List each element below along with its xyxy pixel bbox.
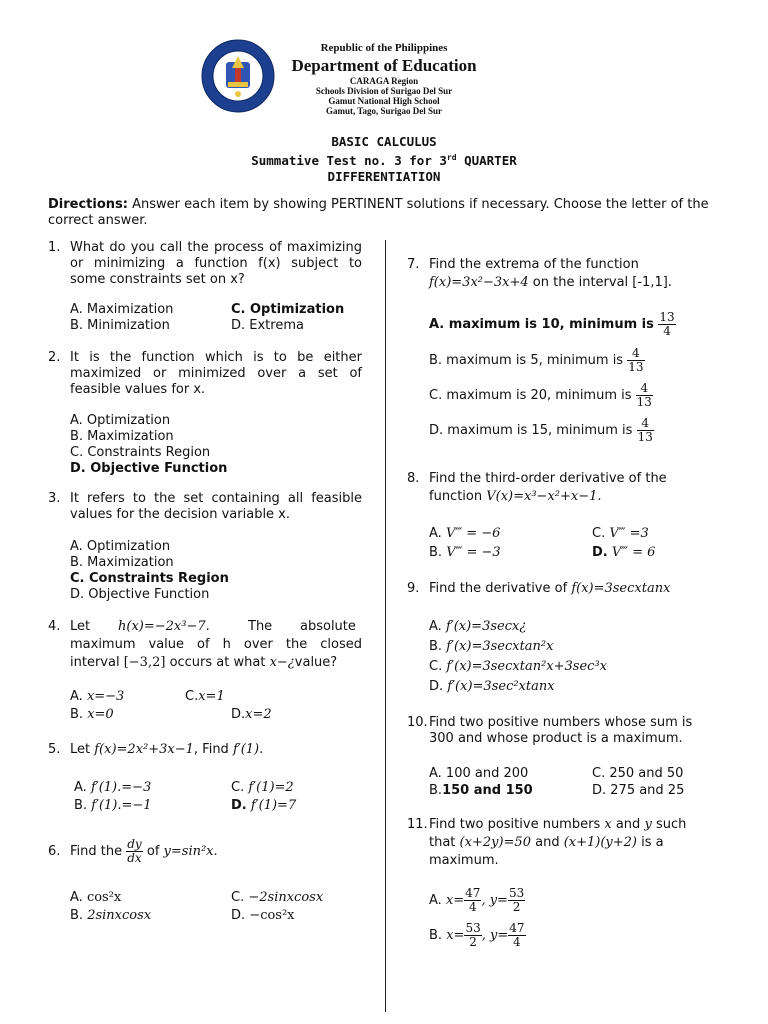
test-title: Summative Test no. 3 for 3rd QUARTER [251, 153, 517, 169]
option-b[interactable]: B. x= $\frac{53}{2}$ , y= $\frac{47}{4}$ [429, 921, 525, 949]
question-number: 8. [407, 471, 420, 486]
question-number: 9. [407, 581, 420, 596]
question-text: What do you call the process of maximizing or minimizing a function f(x) subject to some constraints set on x? [70, 240, 362, 287]
option-a[interactable]: A. maximum is 10, minimum is $\frac{13}{4}$ [429, 310, 675, 338]
option-d[interactable]: D. f′(1)=7 [231, 798, 297, 813]
option-a[interactable]: A. V‴ = −6 [429, 526, 501, 541]
option-d[interactable]: D. Objective Function [70, 587, 210, 602]
q11-that: that [429, 835, 456, 850]
directions [48, 197, 722, 229]
option-c[interactable]: C. −2sinxcosx [231, 890, 324, 905]
header-address: Gamut, Tago, Surigao Del Sur [325, 106, 443, 116]
option-c[interactable]: C. 250 and 50 [592, 766, 684, 781]
header-department: Department of Education [291, 56, 477, 75]
q5-find: , Find [193, 742, 229, 757]
question-text: It refers to the set containing all feasible values for the decision variable x. [70, 491, 362, 522]
q6-find: Find the [70, 844, 123, 859]
q7-function: f(x)=3x²−3x+4 [429, 275, 529, 290]
option-d[interactable]: D. f′(x)=3sec²xtanx [429, 679, 555, 694]
q4-occurs: occurs at what [169, 655, 266, 670]
option-a[interactable]: A. f′(x)=3secx¿ [429, 619, 527, 634]
question-number: 3. [48, 491, 61, 506]
option-a[interactable]: A. f′(1).=−3 [74, 780, 152, 795]
question-number: 7. [407, 257, 420, 272]
header-division: Schools Division of Surigao Del Sur [315, 86, 453, 96]
q5-function: f(x)=2x²+3x−1 [94, 742, 194, 757]
q6-derivative-fraction: $\frac{dy}{dx}$ [127, 837, 142, 865]
q6-function: y=sin²x. [163, 844, 218, 859]
question-number: 6. [48, 844, 61, 859]
option-c[interactable]: C. V‴ =3 [592, 526, 649, 541]
question-number: 1. [48, 240, 61, 255]
q8-function-label: function [429, 489, 483, 504]
q4-line2: maximum value of h over the closed [70, 637, 362, 652]
q11-text: Find two positive numbers [429, 817, 601, 832]
question-text: Find two positive numbers whose sum is 300 and whose product is a maximum. [429, 715, 693, 746]
header-school: Gamut National High School [328, 96, 440, 106]
option-c[interactable]: C.x=1 [185, 689, 225, 704]
option-b[interactable]: B. Minimization [70, 318, 170, 333]
option-c[interactable]: C. maximum is 20, minimum is $\frac{4}{13}$ [429, 381, 652, 409]
option-b[interactable]: B. 2sinxcosx [70, 908, 152, 923]
option-a[interactable]: A. x= $\frac{47}{4}$ , y= $\frac{53}{2}$ [429, 886, 525, 914]
q9-text: Find the derivative of [429, 581, 568, 596]
directions-label: Directions: [48, 197, 128, 212]
option-d[interactable]: D. maximum is 15, minimum is $\frac{4}{13}$ [429, 416, 653, 444]
option-d[interactable]: D.x=2 [231, 707, 272, 722]
question-number: 10. [407, 715, 428, 730]
option-b[interactable]: B. Maximization [70, 555, 174, 570]
option-d[interactable]: D. V‴ = 6 [592, 545, 656, 560]
option-c[interactable]: C. f′(1)=2 [231, 780, 294, 795]
q4-function: h(x)=−2x³−7. [118, 619, 210, 634]
option-a[interactable]: A. Optimization [70, 539, 171, 554]
q11-y: y [644, 817, 652, 832]
option-b[interactable]: B. maximum is 5, minimum is $\frac{4}{13}$ [429, 346, 644, 374]
question-number: 11. [407, 817, 428, 832]
column-divider [385, 240, 386, 1012]
option-c[interactable]: C. f′(x)=3secxtan²x+3sec³x [429, 659, 607, 674]
header-region: CARAGA Region [349, 76, 419, 86]
q7-interval: on the interval [-1,1]. [532, 275, 672, 290]
q7-line1: Find the extrema of the function [429, 257, 639, 272]
option-c[interactable]: C. Constraints Region [70, 571, 229, 586]
option-b[interactable]: B.150 and 150 [429, 783, 533, 798]
q11-condition-2: (x+1)(y+2) [563, 835, 638, 850]
question-text: It is the function which is to be either maximized or minimized over a set of feasible values for x. [70, 350, 362, 397]
option-a[interactable]: A. Maximization [70, 302, 174, 317]
q4-let: Let [70, 619, 91, 634]
header-republic: Republic of the Philippines [320, 42, 448, 54]
q4-interval-label: interval [70, 655, 120, 670]
q8-function: V(x)=x³−x²+x−1. [486, 489, 602, 504]
option-a[interactable]: A. Optimization [70, 413, 171, 428]
q11-x: x [604, 817, 612, 832]
option-d[interactable]: D. Extrema [231, 318, 304, 333]
option-d[interactable]: D. 275 and 25 [592, 783, 685, 798]
q11-condition-1: (x+2y)=50 [459, 835, 531, 850]
q6-of: of [146, 844, 160, 859]
q5-target: f′(1). [232, 742, 264, 757]
directions-text: Answer each item by showing PERTINENT solutions if necessary. Choose the letter of the correct answer. [48, 197, 709, 228]
q11-such: such [655, 817, 687, 832]
option-b[interactable]: B. f′(x)=3secxtan²x [429, 639, 554, 654]
question-number: 4. [48, 619, 61, 634]
option-a[interactable]: A. 100 and 200 [429, 766, 529, 781]
question-number: 2. [48, 350, 61, 365]
test-topic: DIFFERENTIATION [327, 169, 441, 185]
q11-is-a: is a [641, 835, 664, 850]
option-b[interactable]: B. V‴ = −3 [429, 545, 501, 560]
q9-function: f(x)=3secxtanx [571, 581, 671, 596]
option-a[interactable]: A. x=−3 [70, 689, 125, 704]
option-b[interactable]: B. x=0 [70, 707, 114, 722]
question-number: 5. [48, 742, 61, 757]
q11-maximum: maximum. [429, 853, 499, 868]
q4-absolute: absolute [300, 619, 356, 634]
q4-value: value? [294, 655, 338, 670]
option-c[interactable]: C. Constraints Region [70, 445, 211, 460]
option-c[interactable]: C. Optimization [231, 302, 345, 317]
q5-let: Let [70, 742, 91, 757]
q4-the: The [248, 619, 273, 634]
q11-and: and [615, 817, 641, 832]
q11-and-2: and [535, 835, 560, 850]
option-d[interactable]: D. −cos²x [231, 908, 295, 923]
option-b[interactable]: B. Maximization [70, 429, 174, 444]
option-a[interactable]: A. cos²x [70, 890, 122, 905]
option-d[interactable]: D. Objective Function [70, 461, 228, 476]
q8-line1: Find the third-order derivative of the [429, 471, 667, 486]
q4-interval: [−3,2] [123, 655, 166, 670]
q4-x-var: x−¿ [269, 655, 295, 670]
option-b[interactable]: B. f′(1).=−1 [74, 798, 152, 813]
test-subject: BASIC CALCULUS [331, 134, 437, 149]
